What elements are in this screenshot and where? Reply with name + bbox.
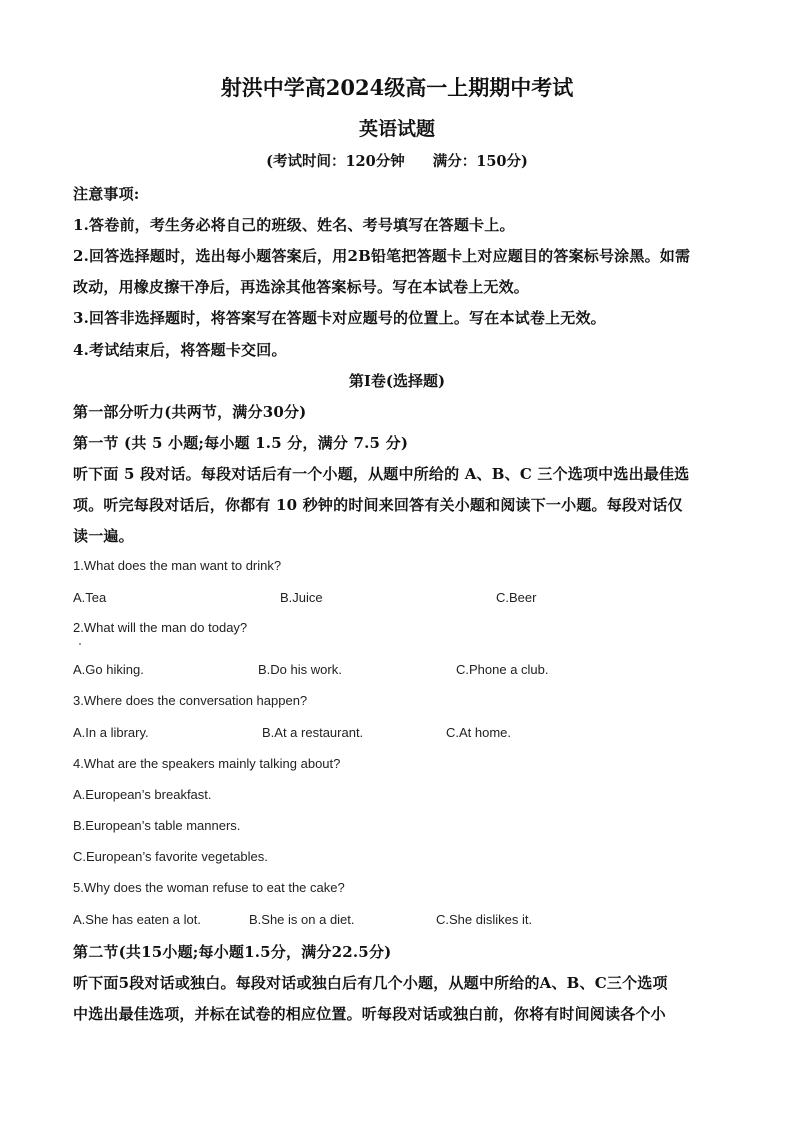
question-3: 3.Where does the conversation happen? xyxy=(73,693,308,708)
q2-option-b: B.Do his work. xyxy=(258,662,342,677)
notice-heading: 注意事项: xyxy=(73,185,140,203)
notice-item-2-line-2: 改动，用橡皮擦干净后，再选涂其他答案标号。写在本试卷上无效。 xyxy=(73,278,530,296)
question-4: 4.What are the speakers mainly talking about? xyxy=(73,756,341,771)
q4-option-a: A.European’s breakfast. xyxy=(73,787,212,802)
stray-mark xyxy=(79,643,81,645)
notice-item-2-line-1: 2.回答选择题时，选出每小题答案后，用2B铅笔把答题卡上对应题目的答案标号涂黑。如需 xyxy=(73,247,691,265)
q5-option-b: B.She is on a diet. xyxy=(249,912,355,927)
section2-instruction-line-1: 听下面5段对话或独白。每段对话或独白后有几个小题，从题中所给的A、B、C三个选项 xyxy=(73,974,668,992)
question-2: 2.What will the man do today? xyxy=(73,620,248,635)
q4-option-c: C.European’s favorite vegetables. xyxy=(73,849,268,864)
exam-info xyxy=(0,150,794,171)
q1-option-c: C.Beer xyxy=(496,590,537,605)
q3-option-a: A.In a library. xyxy=(73,725,149,740)
q1-option-b: B.Juice xyxy=(280,590,323,605)
section1-instruction-line-2: 项。听完每段对话后，你都有 10 秒钟的时间来回答有关小题和阅读下一小题。每段对话仅 xyxy=(73,496,683,514)
q3-option-b: B.At a restaurant. xyxy=(262,725,364,740)
q4-option-b: B.European’s table manners. xyxy=(73,818,241,833)
exam-time: (考试时间：120分钟 xyxy=(266,153,405,170)
section1-instruction-line-1: 听下面 5 段对话。每段对话后有一个小题，从题中所给的 A、B、C 三个选项中选出最佳选 xyxy=(73,465,690,483)
q1-option-a: A.Tea xyxy=(73,590,107,605)
question-1: 1.What does the man want to drink? xyxy=(73,558,282,573)
section1-title: 第一节 (共 5 小题;每小题 1.5 分，满分 7.5 分) xyxy=(73,434,409,452)
notice-item-3: 3.回答非选择题时，将答案写在答题卡对应题号的位置上。写在本试卷上无效。 xyxy=(73,309,606,327)
q5-option-c: C.She dislikes it. xyxy=(436,912,533,927)
section2-instruction-line-2: 中选出最佳选项，并标在试卷的相应位置。听每段对话或独白前，你将有时间阅读各个小 xyxy=(73,1005,666,1023)
exam-score: 满分：150分) xyxy=(432,153,528,170)
exam-title: 射洪中学高2024级高一上期期中考试 xyxy=(220,75,574,100)
section2-title: 第二节(共15小题;每小题1.5分，满分22.5分) xyxy=(73,943,392,961)
question-5: 5.Why does the woman refuse to eat the cake? xyxy=(73,880,345,895)
volume-heading: 第I卷(选择题) xyxy=(348,372,446,390)
q2-option-c: C.Phone a club. xyxy=(456,662,549,677)
notice-item-1: 1.答卷前，考生务必将自己的班级、姓名、考号填写在答题卡上。 xyxy=(73,216,515,234)
notice-item-4: 4.考试结束后，将答题卡交回。 xyxy=(73,341,287,359)
q3-option-c: C.At home. xyxy=(446,725,512,740)
q5-option-a: A.She has eaten a lot. xyxy=(73,912,201,927)
q2-option-a: A.Go hiking. xyxy=(73,662,144,677)
exam-subtitle: 英语试题 xyxy=(358,118,435,140)
part1-title: 第一部分听力(共两节，满分30分) xyxy=(73,403,307,421)
section1-instruction-line-3: 读一遍。 xyxy=(73,527,134,545)
